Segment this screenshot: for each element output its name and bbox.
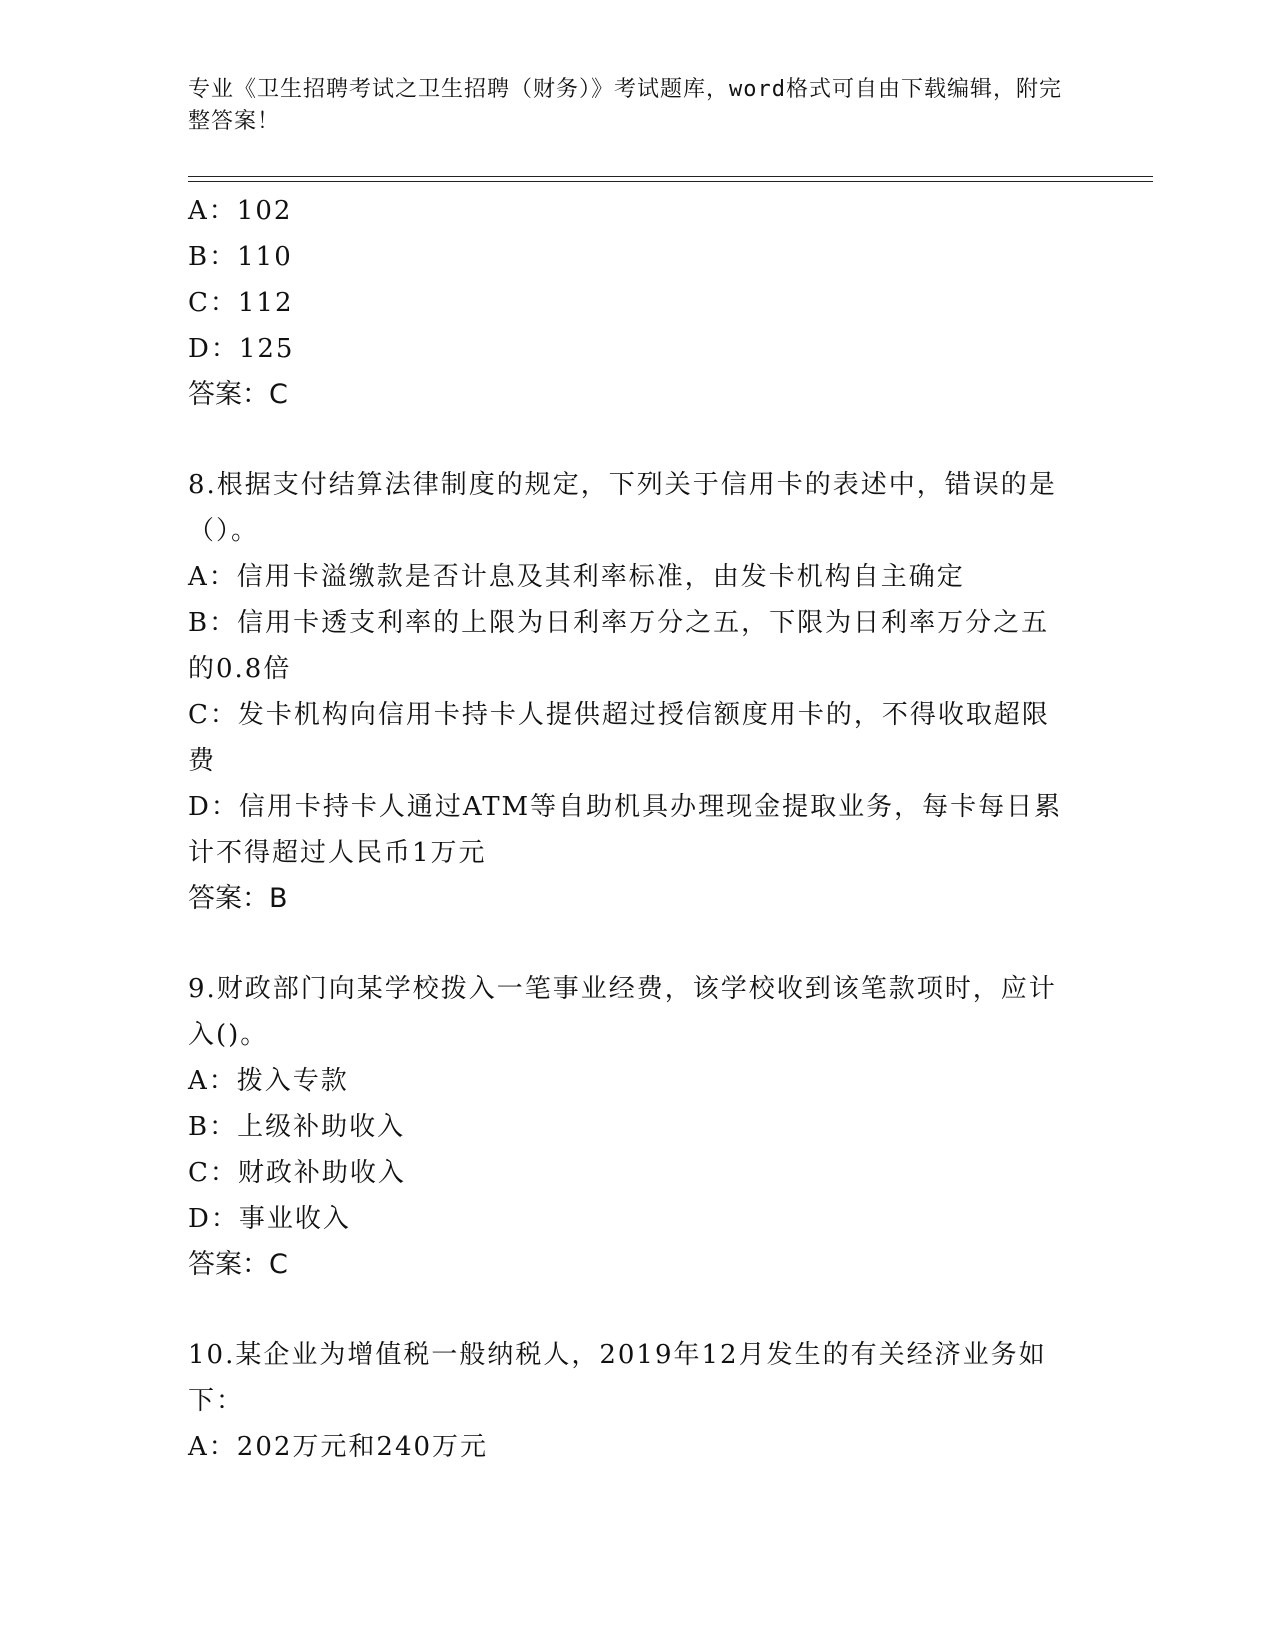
option-b: B：上级补助收入 — [188, 1112, 406, 1142]
question-stem: 9.财政部门向某学校拨入一笔事业经费，该学校收到该笔款项时，应计入()。 — [188, 974, 1057, 1050]
option-a: A：信用卡溢缴款是否计息及其利率标准，由发卡机构自主确定 — [188, 562, 965, 592]
question-stem: 10.某企业为增值税一般纳税人，2019年12月发生的有关经济业务如下： — [188, 1340, 1047, 1416]
answer-label: 答案：C — [188, 379, 288, 410]
option-a: A：拨入专款 — [188, 1066, 349, 1096]
question-list — [188, 188, 1068, 1470]
header-divider-top — [188, 176, 1153, 177]
option-c: C：发卡机构向信用卡持卡人提供超过授信额度用卡的，不得收取超限费 — [188, 700, 1050, 776]
question-block — [188, 1332, 1068, 1470]
option-c: C：财政补助收入 — [188, 1158, 406, 1188]
question-block — [188, 462, 1068, 922]
answer-label: 答案：C — [188, 1249, 288, 1280]
option-a: A：202万元和240万元 — [188, 1432, 489, 1462]
document-header: 专业《卫生招聘考试之卫生招聘（财务）》考试题库，word格式可自由下载编辑，附完整答案！ — [188, 77, 1062, 134]
option-c: C：112 — [188, 288, 294, 318]
option-b: B：信用卡透支利率的上限为日利率万分之五，下限为日利率万分之五的0.8倍 — [188, 608, 1050, 684]
option-d: D：125 — [188, 334, 295, 364]
header-divider-bottom — [188, 181, 1153, 182]
option-d: D：信用卡持卡人通过ATM等自助机具办理现金提取业务，每卡每日累计不得超过人民币1万元 — [188, 792, 1063, 868]
answer-label: 答案：B — [188, 883, 288, 914]
question-stem: 8.根据支付结算法律制度的规定，下列关于信用卡的表述中，错误的是（）。 — [188, 470, 1057, 546]
option-d: D：事业收入 — [188, 1204, 351, 1234]
option-b: B：110 — [188, 242, 293, 272]
option-a: A：102 — [188, 196, 293, 226]
question-block — [188, 966, 1068, 1288]
question-block — [188, 188, 1068, 418]
